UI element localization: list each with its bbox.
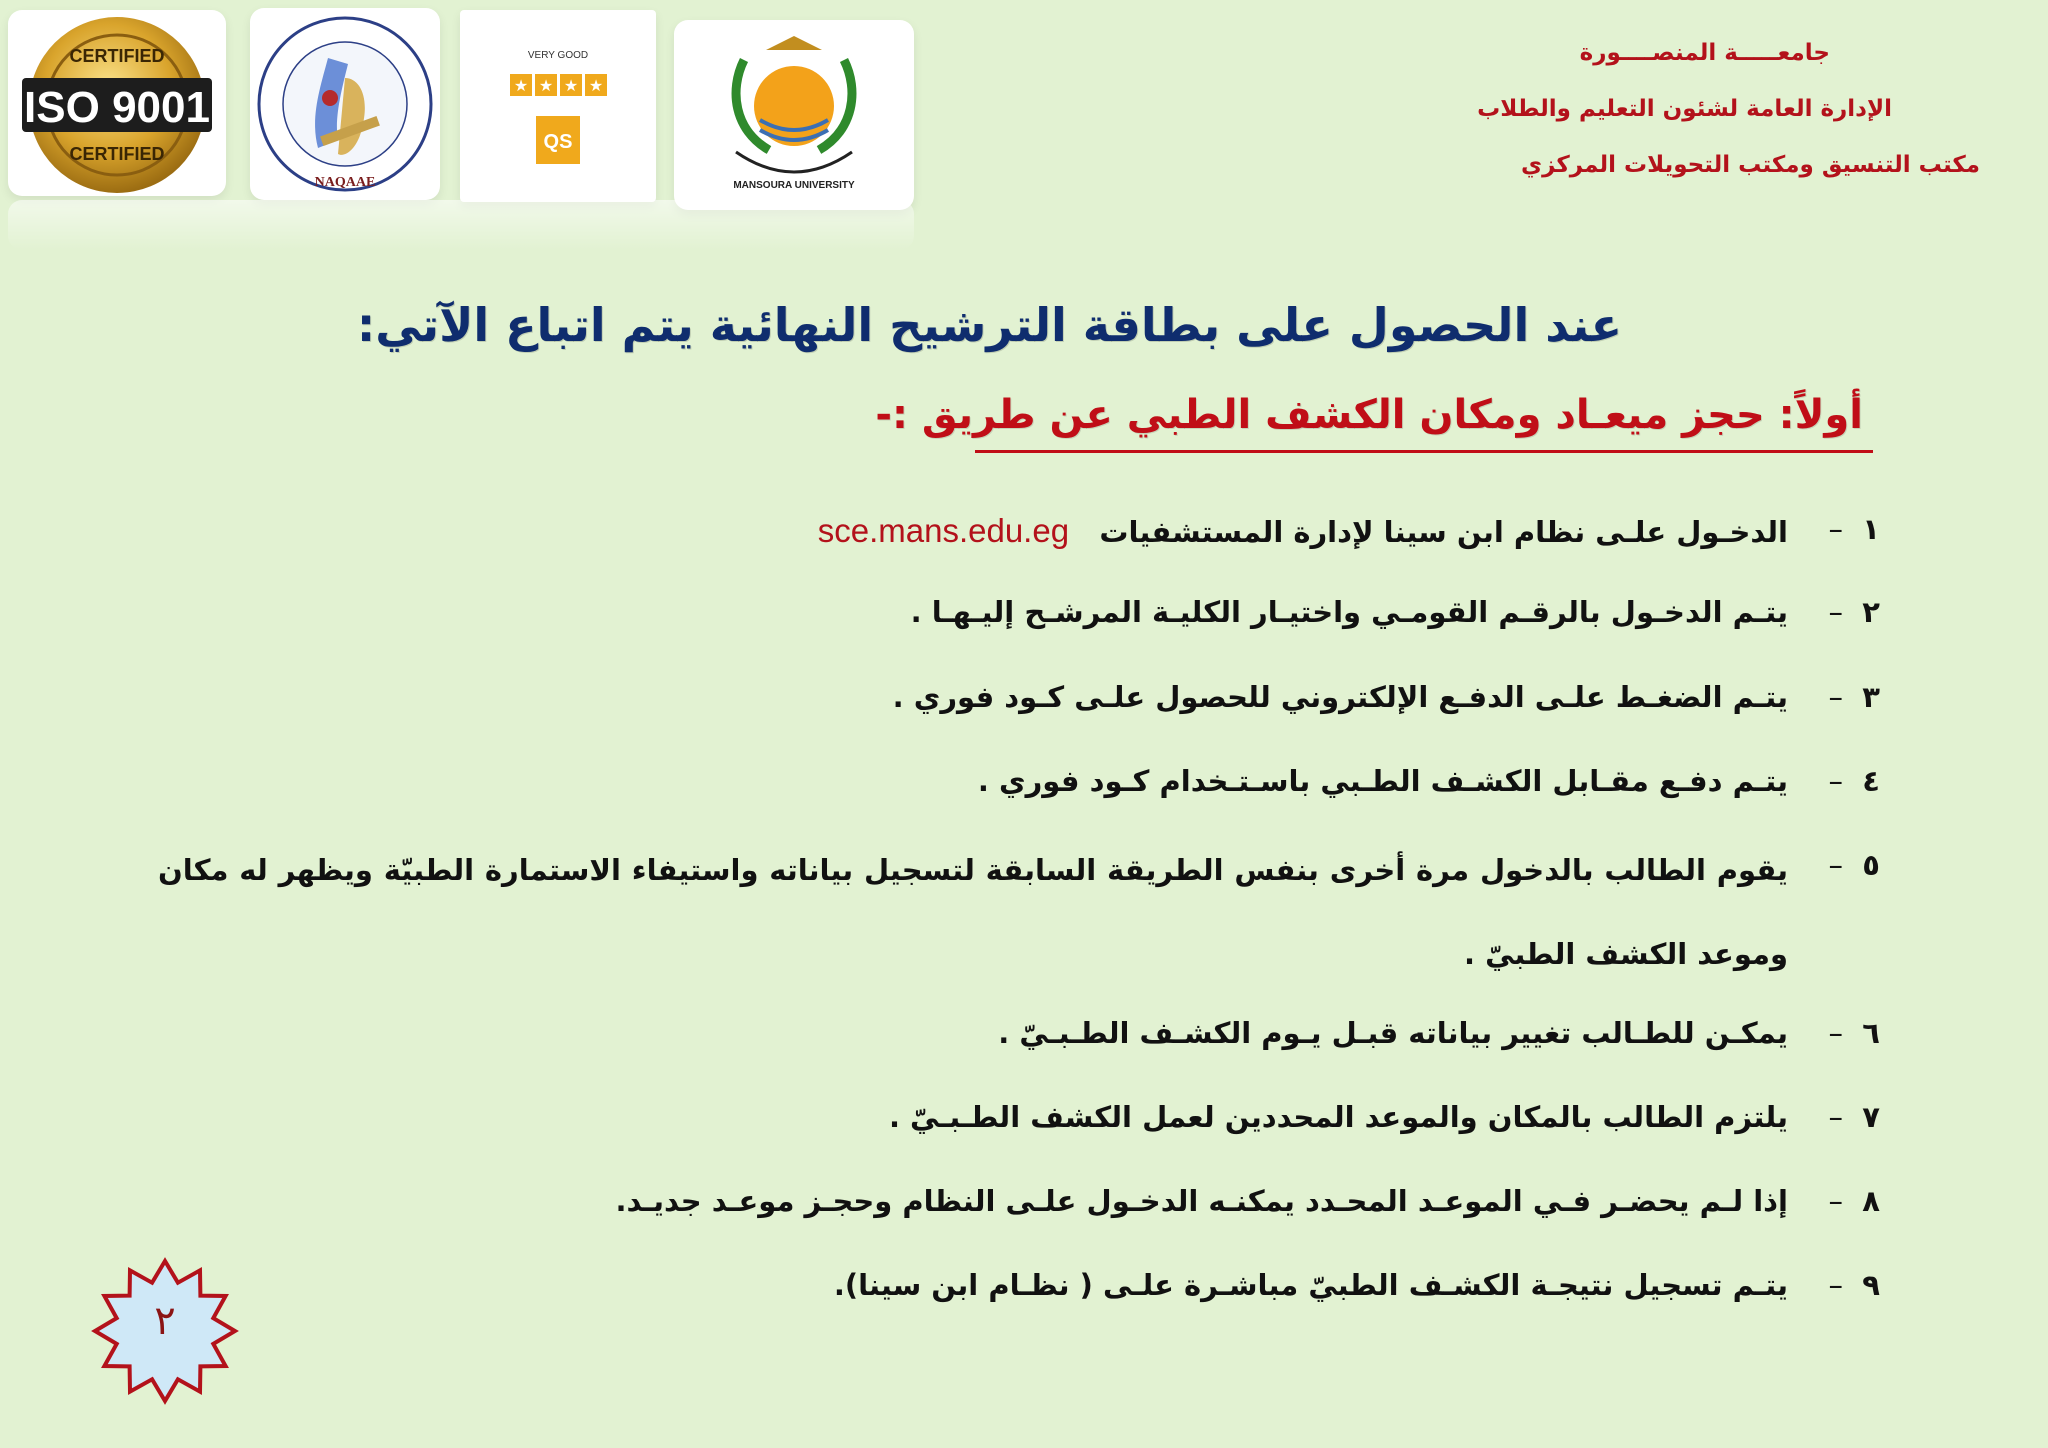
step-dash: – bbox=[1828, 764, 1843, 798]
step-dash: – bbox=[1828, 1016, 1843, 1050]
qs-star-glyph: ★ bbox=[513, 76, 529, 95]
step-number: ٩ bbox=[1862, 1268, 1880, 1302]
iso-text: ISO 9001 bbox=[24, 83, 210, 132]
iso-bottom-text: CERTIFIED bbox=[69, 144, 165, 164]
step-dash: – bbox=[1828, 680, 1843, 714]
university-name: جامعـــــة المنصــــورة bbox=[1579, 40, 1830, 66]
step-item bbox=[818, 512, 1788, 550]
step-number: ٧ bbox=[1862, 1100, 1880, 1134]
step-item: يلتزم الطالب بالمكان والموعد المحددين لعمل الكشف الطـبـيّ . bbox=[888, 1100, 1788, 1134]
page-title: عند الحصول على بطاقة الترشيح النهائية يتم اتباع الآتي: bbox=[356, 298, 1622, 352]
naqaae-seal-icon bbox=[250, 8, 440, 200]
website-link[interactable]: sce.mans.edu.eg bbox=[817, 512, 1070, 549]
step-text: الدخـول علـى نظام ابن سينا لإدارة المستشفيات bbox=[1099, 515, 1788, 549]
step-number: ١ bbox=[1862, 512, 1880, 546]
iso-top-text: CERTIFIED bbox=[69, 46, 165, 66]
logo-reflection bbox=[8, 200, 914, 250]
mansoura-crest-icon bbox=[674, 20, 914, 210]
office-name: مكتب التنسيق ومكتب التحويلات المركزي bbox=[1521, 152, 1980, 178]
qs-rating-logo bbox=[460, 10, 656, 202]
step-number: ٥ bbox=[1862, 848, 1880, 882]
subtitle-underline bbox=[975, 450, 1873, 453]
step-dash: – bbox=[1828, 595, 1843, 629]
qs-stars-icon bbox=[460, 10, 656, 202]
step-dash: – bbox=[1828, 848, 1843, 882]
iso-seal-icon bbox=[8, 10, 226, 196]
mansoura-label: MANSOURA UNIVERSITY bbox=[733, 180, 855, 191]
step-item: يمكـن للطـالب تغيير بياناته قبـل يـوم الكشـف الطـبـيّ . bbox=[998, 1016, 1788, 1050]
step-dash: – bbox=[1828, 1268, 1843, 1302]
qs-star-glyph: ★ bbox=[563, 76, 579, 95]
qs-star-glyph: ★ bbox=[588, 76, 604, 95]
step-item: يتـم الدخـول بالرقـم القومـي واختيـار الكليـة المرشـح إليـهـا . bbox=[910, 595, 1788, 629]
step-item: يتـم تسجيل نتيجـة الكشـف الطبيّ مباشـرة علـى ( نظـام ابن سينا). bbox=[833, 1268, 1788, 1302]
department-name: الإدارة العامة لشئون التعليم والطلاب bbox=[1477, 96, 1892, 122]
step-item: يتـم الضغـط علـى الدفـع الإلكتروني للحصول علـى كـود فوري . bbox=[892, 680, 1788, 714]
step-dash: – bbox=[1828, 512, 1843, 546]
step-item: يقوم الطالب بالدخول مرة أخرى بنفس الطريقة السابقة لتسجيل بياناته واستيفاء الاستمارة الطبيّة ويظهر له مكان وموعد الكشف الطبيّ . bbox=[158, 853, 1788, 971]
iso-9001-logo bbox=[8, 10, 226, 196]
step-item: إذا لـم يحضـر فـي الموعـد المحـدد يمكنـه الدخـول علـى النظام وحجـز موعـد جديـد. bbox=[615, 1184, 1788, 1218]
step-item: يتـم دفـع مقـابل الكشـف الطـبي باسـتـخدام كـود فوري . bbox=[977, 764, 1788, 798]
section-subtitle: أولاً: حجز ميعـاد ومكان الكشف الطبي عن طريق :- bbox=[875, 392, 1863, 438]
step-number: ٦ bbox=[1862, 1016, 1880, 1050]
qs-rating-label: VERY GOOD bbox=[527, 50, 589, 61]
mansoura-university-logo bbox=[674, 20, 914, 210]
naqaae-label: NAQAAE bbox=[314, 175, 376, 190]
step-dash: – bbox=[1828, 1184, 1843, 1218]
qs-star-glyph: ★ bbox=[538, 76, 554, 95]
step-dash: – bbox=[1828, 1100, 1843, 1134]
naqaae-logo bbox=[250, 8, 440, 200]
step-number: ٤ bbox=[1862, 764, 1880, 798]
page-number: ٢ bbox=[154, 1298, 176, 1344]
step-number: ٢ bbox=[1862, 595, 1880, 629]
step-number: ٨ bbox=[1862, 1184, 1880, 1218]
step-number: ٣ bbox=[1862, 680, 1880, 714]
qs-badge-text: QS bbox=[543, 131, 573, 153]
